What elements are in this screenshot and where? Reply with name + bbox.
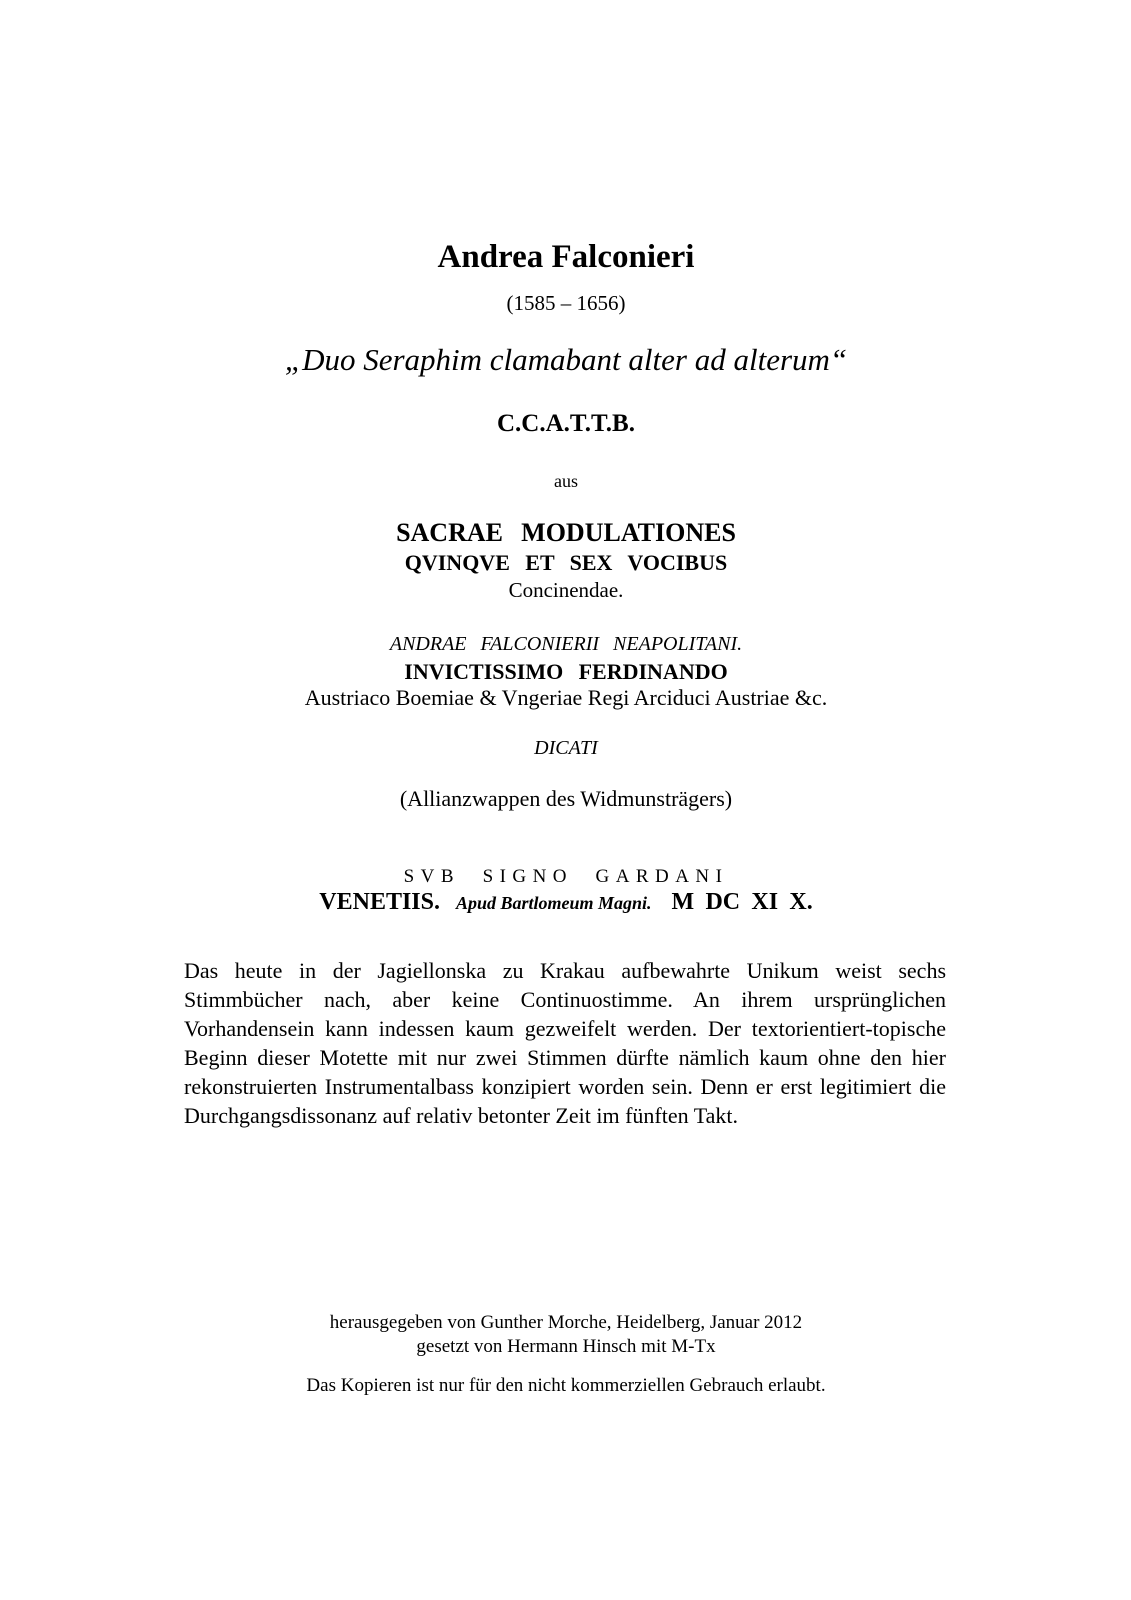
composer-life-dates: (1585 – 1656) [506, 291, 626, 315]
collection-concinendae: Concinendae. [508, 578, 624, 602]
composer-name: Andrea Falconieri [437, 239, 695, 275]
dedication-titles-line: Austriaco Boemiae & Vngeriae Regi Arciduci Austriae &c. [304, 685, 828, 710]
collection-title: SACRAE MODULATIONES [396, 518, 736, 547]
editorial-note: Das heute in der Jagiellonska zu Krakau aufbewahrte Unikum weist sechs Stimmbücher nach, aber keine Continuostimme. An ihrem ursprünglichen Vorhandensein kann indessen kaum gezweifelt werden. Der textorientiert-topische Beginn dieser Motette mit nur zwei Stimmen dürfte nämlich kaum ohne den hier rekonstruierten Instrumentalbass konzipiert worden sein. Denn er erst legitimiert die Durchgangsdissonanz auf relativ betonter Zeit im fünften Takt. [184, 958, 946, 1128]
dedication-author-line: ANDRAE FALCONIERII NEAPOLITANI. [389, 633, 743, 655]
coat-of-arms-note: (Allianzwappen des Widmunsträgers) [399, 786, 733, 811]
imprint-year: M DC XI X. [671, 889, 813, 915]
collection-subtitle: QVINQVE ET SEX VOCIBUS [404, 550, 728, 575]
from-label: aus [554, 471, 578, 491]
license-note: Das Kopieren ist nur für den nicht kommerziellen Gebrauch erlaubt. [306, 1375, 826, 1396]
voicing-abbreviation: C.C.A.T.T.B. [497, 410, 635, 437]
imprint-line [186, 889, 946, 916]
dicati-label: DICATI [534, 737, 598, 759]
colophon-typesetter-line: gesetzt von Hermann Hinsch mit M-Tx [416, 1336, 716, 1357]
imprint-sign-line: SVB SIGNO GARDANI [403, 866, 729, 887]
imprint-place: VENETIIS. [319, 889, 440, 915]
colophon-editor-line: herausgegeben von Gunther Morche, Heidelberg, Januar 2012 [329, 1312, 803, 1333]
imprint-publisher: Apud Bartlomeum Magni. [455, 893, 652, 913]
dedication-dedicatee-line: INVICTISSIMO FERDINANDO [404, 659, 728, 684]
work-title: „Duo Seraphim clamabant alter ad alterum“ [284, 342, 848, 377]
